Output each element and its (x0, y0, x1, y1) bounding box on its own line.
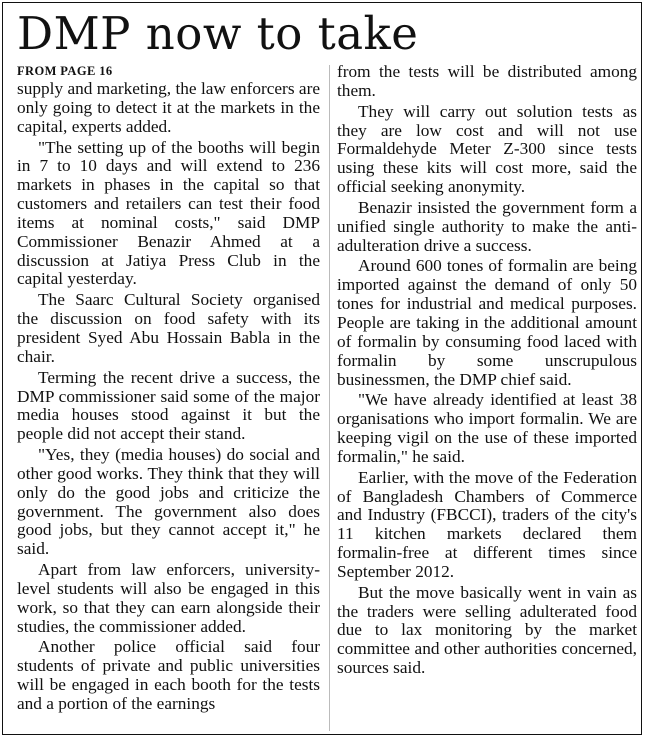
paragraph: Benazir insisted the government form a unified single authority to make the anti-adulteration drive a success. (337, 197, 637, 255)
paragraph: from the tests will be distributed among them. (337, 62, 637, 100)
paragraph: Earlier, with the move of the Federation of Bangladesh Chambers of Commerce and Industry (FBCCI), traders of the city's 11 kitchen markets declared them formalin-free at different times since September 2012. (337, 467, 637, 581)
article-column-right (337, 63, 637, 680)
paragraph: "We have already identified at least 38 organisations who import formalin. We are keeping vigil on the use of these imported formalin," he said. (337, 390, 637, 466)
paragraph: "Yes, they (media houses) do social and other good works. They think that they will only do the good jobs and criticize the government. The government also does good jobs, but they cannot accept it," he said. (17, 445, 320, 559)
newspaper-clipping (2, 2, 642, 735)
paragraph: Apart from law enforcers, university-level students will also be engaged in this work, so that they can earn alongside their studies, the commissioner added. (17, 560, 320, 636)
paragraph: supply and marketing, the law enforcers are only going to detect it at the markets in the capital, experts added. (17, 79, 320, 136)
paragraph: Another police official said four students of private and public universities will be engaged in each booth for the tests and a portion of the earnings (17, 637, 320, 713)
paragraph: Around 600 tones of formalin are being imported against the demand of only 50 tones for industrial and medical purposes. People are taking in the additional amount of formalin by consuming food laced with formalin by some unscrupulous businessmen, the DMP chief said. (337, 256, 637, 389)
paragraph: But the move basically went in vain as the traders were selling adulterated food due to lax monitoring by the market committee and other authorities concerned, sources said. (337, 582, 637, 678)
paragraph: They will carry out solution tests as they are low cost and will not use Formaldehyde Meter Z-300 since tests using these kits will cost more, said the official seeking anonymity. (337, 101, 637, 197)
paragraph: The Saarc Cultural Society organised the discussion on food safety with its president Syed Abu Hossain Babla in the chair. (17, 290, 320, 366)
headline: DMP now to take (17, 7, 419, 60)
paragraph: "The setting up of the booths will begin in 7 to 10 days and will extend to 236 markets in phases in the capital so that customers and retailers can test their food items at nominal costs," said DMP Commissioner Benazir Ahmed at a discussion at Jatiya Press Club in the capital yesterday. (17, 137, 320, 289)
jump-line: FROM PAGE 16 (17, 64, 113, 78)
article-column-left (17, 63, 320, 716)
paragraph: Terming the recent drive a success, the DMP commissioner said some of the major media houses stood against it but the people did not accept their stand. (17, 367, 320, 444)
column-divider (329, 65, 330, 731)
